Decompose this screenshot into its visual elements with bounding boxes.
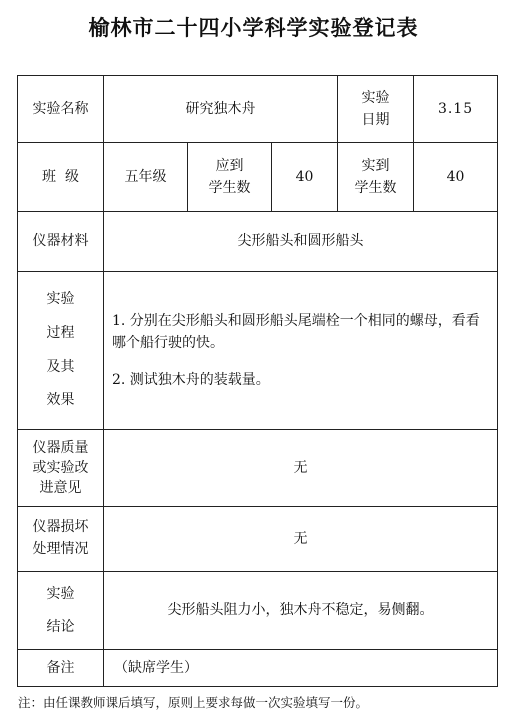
conclusion-label-line1: 实验 xyxy=(46,586,75,603)
process-label-line4: 效果 xyxy=(46,392,75,409)
quality-label xyxy=(18,430,104,507)
experiment-name-value[interactable]: 研究独木舟 xyxy=(104,76,338,143)
footnote: 注：由任课教师课后填写，原则上要求每做一次实验填写一份。 xyxy=(18,695,369,710)
form-title: 榆林市二十四小学科学实验登记表 xyxy=(88,16,419,40)
damage-label-line1: 仪器损坏 xyxy=(32,519,89,536)
quality-label-line1: 仪器质量 xyxy=(32,439,89,456)
conclusion-label xyxy=(18,572,104,650)
damage-label xyxy=(18,507,104,572)
process-step: 1. 分别在尖形船头和圆形船头尾端栓一个相同的螺母，看看哪个船行驶的快。 xyxy=(112,312,480,352)
process-step: 2. 测试独木舟的装载量。 xyxy=(112,371,270,388)
damage-label-line2: 处理情况 xyxy=(32,541,89,557)
experiment-date-label xyxy=(338,76,414,143)
quality-label-line2: 或实验改 xyxy=(32,459,89,476)
process-label-line2: 过程 xyxy=(46,324,75,341)
expected-students-label xyxy=(188,143,272,212)
actual-label-line1: 实到 xyxy=(361,157,390,174)
registration-form xyxy=(17,75,498,687)
process-label-line3: 及其 xyxy=(46,358,75,375)
materials-value[interactable]: 尖形船头和圆形船头 xyxy=(104,212,498,272)
quality-value[interactable]: 无 xyxy=(104,430,498,507)
expected-label-line2: 学生数 xyxy=(208,180,251,196)
materials-label: 仪器材料 xyxy=(18,212,104,272)
actual-students-value[interactable]: 40 xyxy=(414,143,498,212)
experiment-date-label-line1: 实验 xyxy=(361,89,390,106)
remarks-label: 备注 xyxy=(18,650,104,687)
experiment-date-label-line2: 日期 xyxy=(361,112,390,128)
actual-students-label xyxy=(338,143,414,212)
expected-label-line1: 应到 xyxy=(215,157,244,174)
actual-label-line2: 学生数 xyxy=(354,180,397,196)
conclusion-label-line2: 结论 xyxy=(46,618,75,635)
quality-label-line3: 进意见 xyxy=(39,480,82,497)
class-label: 班 级 xyxy=(18,143,104,212)
process-label xyxy=(18,272,104,430)
experiment-name-label: 实验名称 xyxy=(18,76,104,143)
remarks-value[interactable]: （缺席学生） xyxy=(104,650,498,687)
damage-value[interactable]: 无 xyxy=(104,507,498,572)
conclusion-value[interactable]: 尖形船头阻力小，独木舟不稳定，易侧翻。 xyxy=(104,572,498,650)
expected-students-value[interactable]: 40 xyxy=(272,143,338,212)
class-value[interactable]: 五年级 xyxy=(104,143,188,212)
process-label-line1: 实验 xyxy=(46,291,75,308)
experiment-date-value[interactable]: 3.15 xyxy=(414,76,498,143)
process-content[interactable] xyxy=(104,272,498,430)
